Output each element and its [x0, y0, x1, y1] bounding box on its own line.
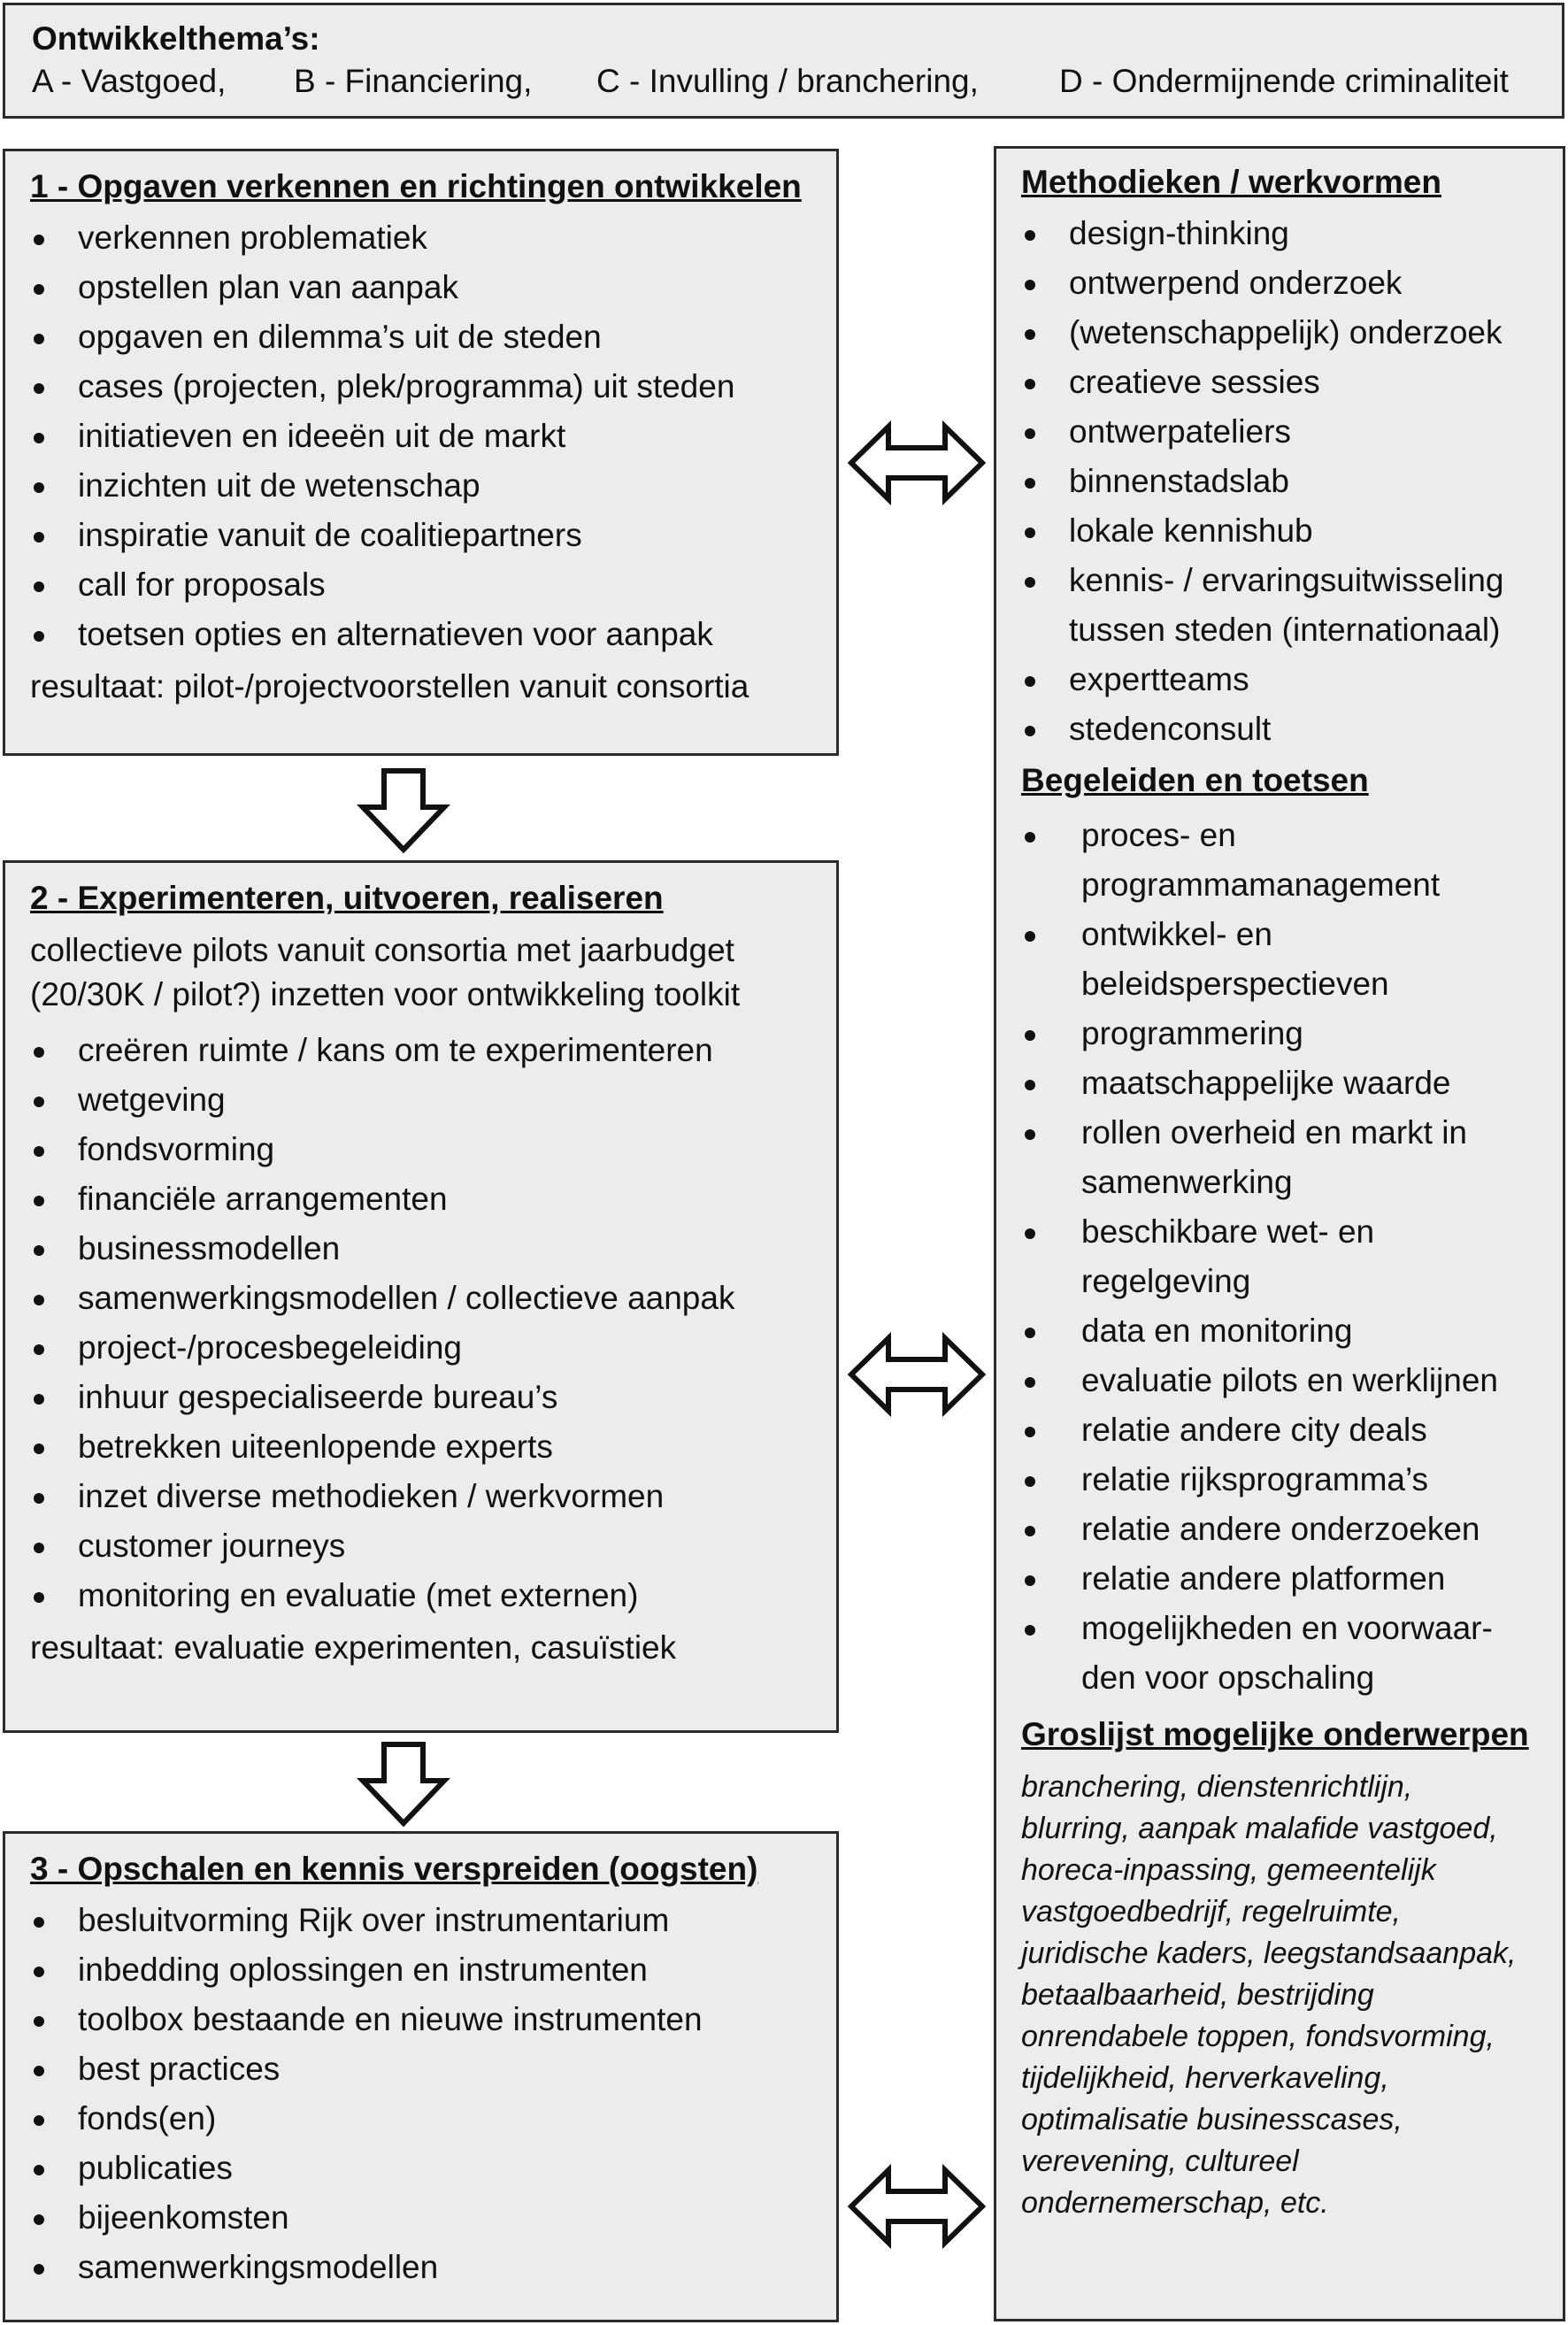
phase1-title: 1 - Opgaven verkennen en richtingen ontwikkelen [30, 168, 802, 204]
phase3-item-3: best practices [30, 2044, 836, 2094]
methods-item-2-line-0: (wetenschappelijk) onderzoek [1069, 314, 1503, 350]
methods-item-0 [1021, 209, 1563, 258]
guidance-item-10 [1021, 1505, 1563, 1554]
phase1-item-8: toetsen opties en alternatieven voor aanpak [30, 610, 836, 659]
phase2-result: resultaat: evaluatie experimenten, casuïstiek [30, 1629, 677, 1666]
methods-title: Methodieken / werkvormen [1021, 164, 1441, 200]
methods-item-5-line-0: binnenstadslab [1069, 463, 1289, 499]
phase3-item-6: bijeenkomsten [30, 2193, 836, 2243]
theme-c: C - Invulling / branchering, [596, 63, 979, 99]
phase1-item-3: cases (projecten, plek/programma) uit steden [30, 362, 836, 412]
phase2-box [3, 860, 839, 1733]
guidance-item-8-line-0: relatie andere city deals [1081, 1412, 1427, 1448]
double-arrow-3-icon [848, 2167, 986, 2246]
guidance-item-5-line-0: beschikbare wet- en [1081, 1213, 1375, 1250]
methods-item-7-line-1: tussen steden (internationaal) [1069, 612, 1501, 648]
topics-title: Groslijst mogelijke onderwerpen [1021, 1716, 1529, 1752]
topics-line-2: horeca-inpassing, gemeentelijk [1021, 1853, 1436, 1887]
methods-item-9 [1021, 704, 1563, 754]
phase2-item-4: businessmodellen [30, 1224, 836, 1274]
phase1-result: resultaat: pilot-/projectvoorstellen vanuit consortia [30, 668, 749, 704]
phase3-item-4: fonds(en) [30, 2094, 836, 2144]
guidance-item-0-line-1: programmamanagement [1081, 866, 1441, 903]
phase3-item-2: toolbox bestaande en nieuwe instrumenten [30, 1995, 836, 2044]
guidance-item-5 [1021, 1207, 1563, 1306]
topics-list [1021, 1767, 1563, 2224]
guidance-item-12-line-0: mogelijkheden en voorwaar- [1081, 1610, 1493, 1646]
guidance-item-3 [1021, 1059, 1563, 1108]
phase2-list [30, 1026, 836, 1621]
phase3-title: 3 - Opschalen en kennis verspreiden (oogsten) [30, 1851, 758, 1887]
phase1-item-2: opgaven en dilemma’s uit de steden [30, 312, 836, 362]
methods-item-7 [1021, 556, 1563, 655]
guidance-item-2-line-0: programmering [1081, 1015, 1303, 1051]
topics-line-3: vastgoedbedrijf, regelruimte, [1021, 1895, 1402, 1929]
phase2-item-8: betrekken uiteenlopende experts [30, 1422, 836, 1472]
theme-d: D - Ondermijnende criminaliteit [1059, 63, 1509, 99]
down-arrow-1-icon [359, 768, 448, 853]
phase2-title: 2 - Experimenteren, uitvoeren, realiseren [30, 880, 664, 916]
themes-title: Ontwikkelthema’s: [32, 20, 320, 57]
guidance-item-11 [1021, 1554, 1563, 1604]
phase1-item-4: initiatieven en ideeën uit de markt [30, 412, 836, 461]
guidance-item-2 [1021, 1009, 1563, 1059]
down-arrow-2-icon [359, 1742, 448, 1827]
guidance-item-1 [1021, 910, 1563, 1009]
guidance-item-6-line-0: data en monitoring [1081, 1313, 1353, 1349]
methods-item-4 [1021, 407, 1563, 457]
guidance-item-8 [1021, 1405, 1563, 1455]
guidance-item-3-line-0: maatschappelijke waarde [1081, 1065, 1451, 1101]
methods-item-5 [1021, 457, 1563, 506]
guidance-item-5-line-1: regelgeving [1081, 1263, 1251, 1299]
phase1-item-0: verkennen problematiek [30, 213, 836, 263]
topics-line-6: onrendabele toppen, fondsvorming, [1021, 2020, 1495, 2053]
guidance-item-1-line-0: ontwikkel- en [1081, 916, 1272, 952]
themes-list [32, 60, 1562, 103]
phase3-box [3, 1831, 839, 2322]
phase2-intro-line1: collectieve pilots vanuit consortia met jaarbudget [30, 932, 734, 968]
methods-list [1021, 209, 1563, 754]
topics-line-5: betaalbaarheid, bestrijding [1021, 1978, 1374, 2012]
phase3-list [30, 1896, 836, 2292]
methods-item-4-line-0: ontwerpateliers [1069, 413, 1291, 450]
phase2-item-10: customer journeys [30, 1521, 836, 1571]
guidance-item-11-line-0: relatie andere platformen [1081, 1560, 1446, 1597]
guidance-item-12 [1021, 1604, 1563, 1703]
guidance-item-12-line-1: den voor opschaling [1081, 1659, 1375, 1696]
phase2-item-0: creëren ruimte / kans om te experimenteren [30, 1026, 836, 1075]
phase1-list [30, 213, 836, 659]
guidance-title: Begeleiden en toetsen [1021, 762, 1369, 798]
methods-item-9-line-0: stedenconsult [1069, 711, 1272, 747]
phase1-box [3, 149, 839, 756]
guidance-item-10-line-0: relatie andere onderzoeken [1081, 1511, 1480, 1547]
phase2-item-7: inhuur gespecialiseerde bureau’s [30, 1373, 836, 1422]
guidance-list [1021, 811, 1563, 1703]
phase1-item-1: opstellen plan van aanpak [30, 263, 836, 312]
guidance-item-4 [1021, 1108, 1563, 1207]
phase3-item-0: besluitvorming Rijk over instrumentarium [30, 1896, 836, 1945]
double-arrow-2-icon [848, 1335, 986, 1414]
double-arrow-1-icon [848, 423, 986, 503]
phase1-item-7: call for proposals [30, 560, 836, 610]
guidance-item-4-line-0: rollen overheid en markt in [1081, 1114, 1467, 1151]
methods-item-6 [1021, 506, 1563, 556]
phase2-item-1: wetgeving [30, 1075, 836, 1125]
methods-item-3-line-0: creatieve sessies [1069, 364, 1320, 400]
phase1-item-5: inzichten uit de wetenschap [30, 461, 836, 511]
themes-box [3, 3, 1564, 119]
phase2-item-6: project-/procesbegeleiding [30, 1323, 836, 1373]
guidance-item-4-line-1: samenwerking [1081, 1164, 1293, 1200]
phase2-item-3: financiële arrangementen [30, 1174, 836, 1224]
topics-line-8: optimalisatie businesscases, [1021, 2103, 1403, 2136]
topics-line-9: verevening, cultureel [1021, 2144, 1299, 2178]
phase2-item-5: samenwerkingsmodellen / collectieve aanpak [30, 1274, 836, 1323]
guidance-item-1-line-1: beleidsperspectieven [1081, 966, 1389, 1002]
guidance-item-6 [1021, 1306, 1563, 1356]
methods-item-8-line-0: expertteams [1069, 661, 1249, 697]
topics-line-0: branchering, dienstenrichtlijn, [1021, 1770, 1413, 1804]
topics-line-4: juridische kaders, leegstandsaanpak, [1021, 1936, 1517, 1970]
theme-a: A - Vastgoed, [32, 63, 227, 99]
phase2-item-11: monitoring en evaluatie (met externen) [30, 1571, 836, 1621]
phase2-item-9: inzet diverse methodieken / werkvormen [30, 1472, 836, 1521]
theme-b: B - Financiering, [294, 63, 533, 99]
guidance-item-9-line-0: relatie rijksprogramma’s [1081, 1461, 1429, 1497]
methods-item-7-line-0: kennis- / ervaringsuitwisseling [1069, 562, 1504, 598]
phase3-item-5: publicaties [30, 2144, 836, 2193]
phase2-intro-line2: (20/30K / pilot?) inzetten voor ontwikkeling toolkit [30, 976, 741, 1012]
phase2-item-2: fondsvorming [30, 1125, 836, 1174]
phase1-item-6: inspiratie vanuit de coalitiepartners [30, 511, 836, 560]
guidance-item-0-line-0: proces- en [1081, 817, 1236, 853]
topics-line-7: tijdelijkheid, herverkaveling, [1021, 2061, 1389, 2095]
methods-item-1 [1021, 258, 1563, 308]
topics-line-1: blurring, aanpak malafide vastgoed, [1021, 1812, 1498, 1845]
methods-item-3 [1021, 358, 1563, 407]
right-panel [994, 146, 1565, 2321]
phase3-item-7: samenwerkingsmodellen [30, 2243, 836, 2292]
methods-item-2 [1021, 308, 1563, 358]
guidance-item-7 [1021, 1356, 1563, 1405]
guidance-item-0 [1021, 811, 1563, 910]
guidance-item-9 [1021, 1455, 1563, 1505]
methods-item-1-line-0: ontwerpend onderzoek [1069, 265, 1403, 301]
phase3-item-1: inbedding oplossingen en instrumenten [30, 1945, 836, 1995]
methods-item-8 [1021, 655, 1563, 704]
methods-item-6-line-0: lokale kennishub [1069, 512, 1313, 549]
topics-line-10: ondernemerschap, etc. [1021, 2186, 1329, 2220]
guidance-item-7-line-0: evaluatie pilots en werklijnen [1081, 1362, 1498, 1398]
methods-item-0-line-0: design-thinking [1069, 215, 1289, 251]
